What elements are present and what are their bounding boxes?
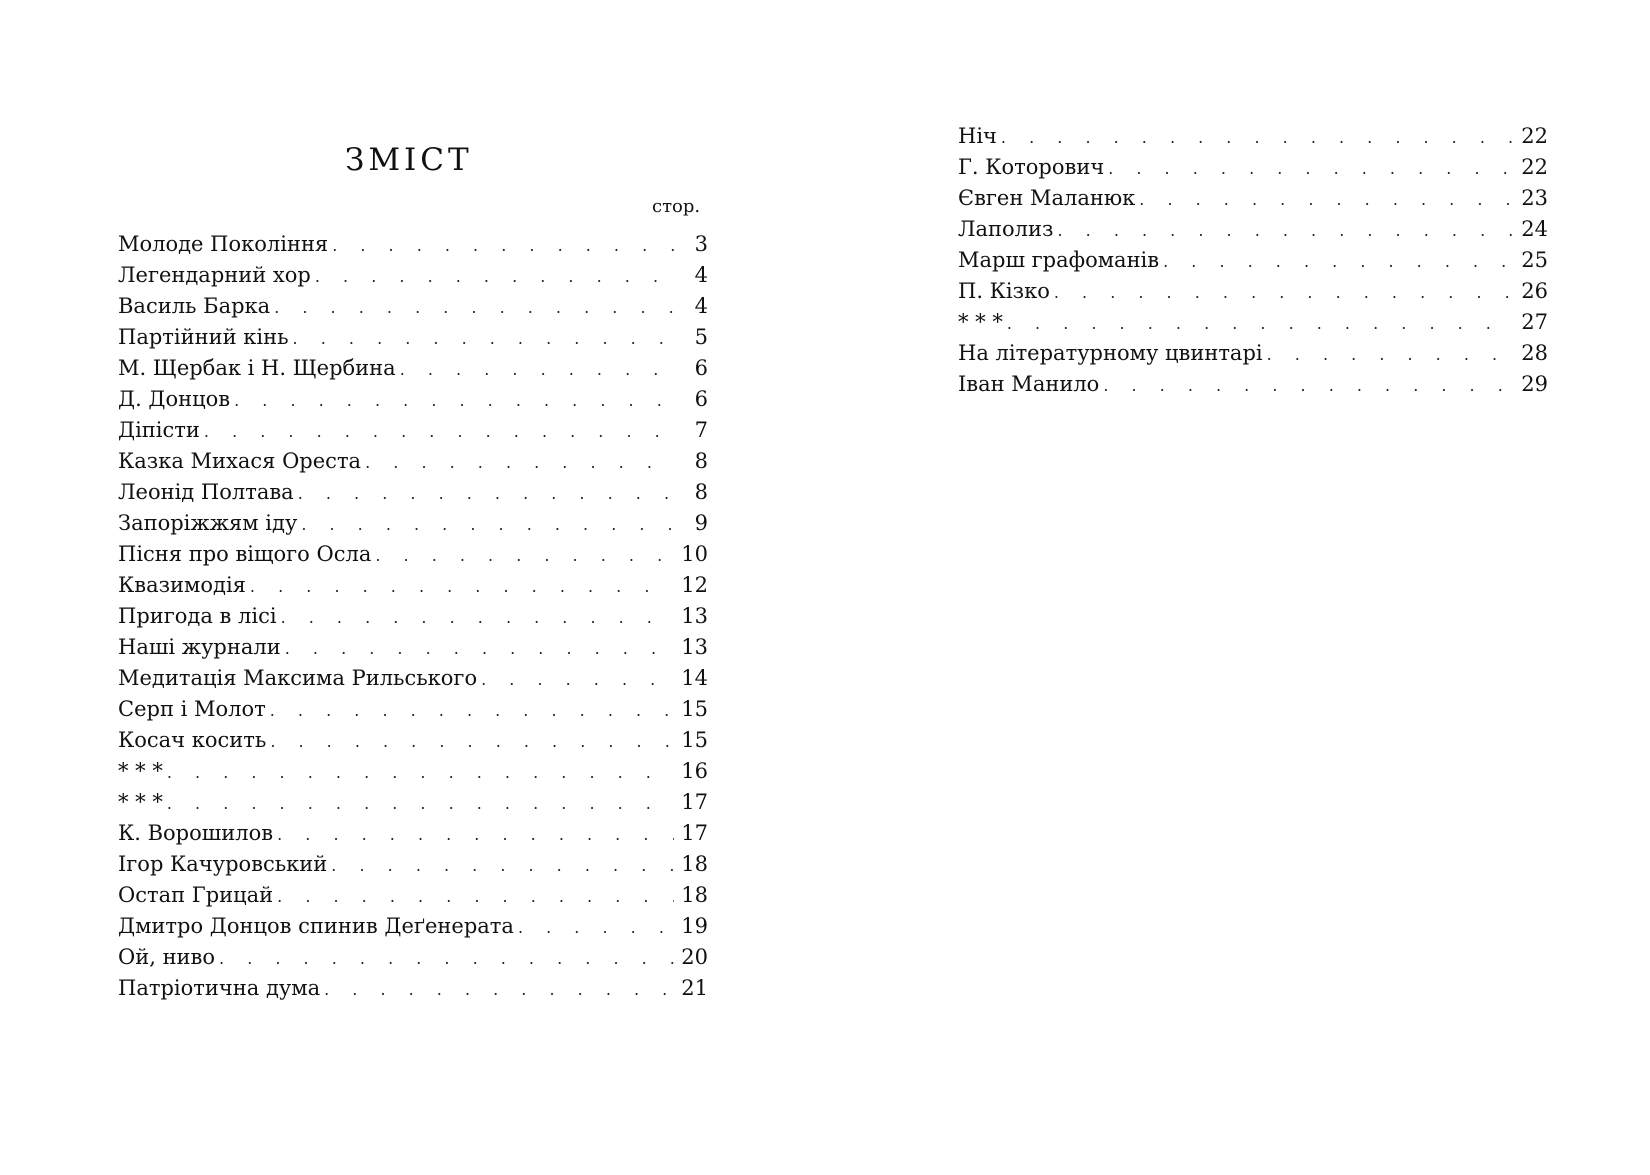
page-column-label: стор. <box>652 196 701 217</box>
toc-entry-title: Партійний кінь <box>118 325 289 349</box>
toc-entry-page: 19 <box>681 914 708 938</box>
dot-leader <box>234 391 674 410</box>
toc-entry-page: 25 <box>1521 248 1548 272</box>
toc-entry <box>118 325 708 356</box>
toc-entry-title: Пригода в лісі <box>118 604 277 628</box>
toc-entry-page: 28 <box>1521 341 1548 365</box>
toc-entry-page: 20 <box>681 945 708 969</box>
toc-entry <box>118 480 708 511</box>
toc-entry-title: Г. Которович <box>958 155 1105 179</box>
toc-entry-title: Дмитро Донцов спинив Деґенерата <box>118 914 514 938</box>
toc-left-column <box>118 232 708 1007</box>
toc-entry <box>118 976 708 1007</box>
toc-entry-page: 17 <box>681 821 708 845</box>
dot-leader <box>298 484 674 503</box>
toc-entry <box>958 124 1548 155</box>
toc-entry-page: 12 <box>681 573 708 597</box>
toc-entry <box>118 449 708 480</box>
dot-leader <box>270 701 674 720</box>
toc-entry-title: Діпісти <box>118 418 200 442</box>
dot-leader <box>1057 221 1514 240</box>
toc-entry-page: 24 <box>1521 217 1548 241</box>
toc-entry <box>958 279 1548 310</box>
toc-entry-title: Молоде Покоління <box>118 232 329 256</box>
toc-entry <box>118 387 708 418</box>
dot-leader <box>219 949 674 968</box>
dot-leader <box>1267 345 1514 364</box>
toc-entry-title: Лаполиз <box>958 217 1054 241</box>
dot-leader <box>285 639 674 658</box>
dot-leader <box>277 825 674 844</box>
toc-entry-page: 4 <box>694 294 708 318</box>
toc-entry-page: 10 <box>681 542 708 566</box>
toc-entry <box>118 263 708 294</box>
toc-entry <box>118 666 708 697</box>
toc-entry-title: Запоріжжям іду <box>118 511 298 535</box>
toc-entry-page: 15 <box>681 728 708 752</box>
toc-entry-title: На літературному цвинтарі <box>958 341 1263 365</box>
toc-entry-title: * * * <box>118 790 163 814</box>
toc-entry-title: Леонід Полтава <box>118 480 294 504</box>
toc-entry-title: К. Ворошилов <box>118 821 274 845</box>
toc-entry-page: 22 <box>1521 124 1548 148</box>
dot-leader <box>1054 283 1514 302</box>
toc-entry-page: 13 <box>681 635 708 659</box>
page-title: ЗМІСТ <box>345 142 473 178</box>
toc-right-column <box>958 124 1548 403</box>
toc-entry-page: 21 <box>681 976 708 1000</box>
dot-leader <box>400 360 674 379</box>
toc-entry-title: Медитація Максима Рильського <box>118 666 478 690</box>
dot-leader <box>293 329 674 348</box>
toc-entry <box>118 759 708 790</box>
dot-leader <box>270 732 674 751</box>
toc-entry <box>118 511 708 542</box>
toc-entry-page: 8 <box>694 449 708 473</box>
dot-leader <box>250 577 674 596</box>
toc-entry <box>958 155 1548 186</box>
toc-entry-page: 29 <box>1521 372 1548 396</box>
toc-entry <box>118 914 708 945</box>
toc-entry <box>118 945 708 976</box>
toc-entry-page: 15 <box>681 697 708 721</box>
toc-entry <box>118 356 708 387</box>
toc-entry-page: 14 <box>681 666 708 690</box>
toc-entry <box>118 232 708 263</box>
toc-entry-page: 22 <box>1521 155 1548 179</box>
toc-entry-page: 23 <box>1521 186 1548 210</box>
dot-leader <box>1001 128 1514 147</box>
toc-entry-title: Ніч <box>958 124 997 148</box>
toc-entry-title: Наші журнали <box>118 635 281 659</box>
toc-entry <box>118 418 708 449</box>
dot-leader <box>281 608 674 627</box>
toc-entry-page: 27 <box>1521 310 1548 334</box>
toc-entry <box>118 728 708 759</box>
toc-entry-page: 7 <box>694 418 708 442</box>
dot-leader <box>1163 252 1514 271</box>
dot-leader <box>301 515 674 534</box>
toc-entry-page: 13 <box>681 604 708 628</box>
toc-entry-title: Казка Михася Ореста <box>118 449 362 473</box>
toc-entry-page: 5 <box>694 325 708 349</box>
toc-entry-page: 8 <box>694 480 708 504</box>
dot-leader <box>277 887 674 906</box>
toc-entry <box>118 294 708 325</box>
toc-entry <box>118 573 708 604</box>
toc-entry-title: Марш графоманів <box>958 248 1160 272</box>
toc-entry-title: Патріотична дума <box>118 976 321 1000</box>
toc-entry <box>118 542 708 573</box>
toc-entry-page: 9 <box>694 511 708 535</box>
dot-leader <box>324 980 674 999</box>
toc-entry <box>958 186 1548 217</box>
toc-entry-title: М. Щербак і Н. Щербина <box>118 356 396 380</box>
toc-entry-title: Василь Барка <box>118 294 271 318</box>
toc-entry-title: П. Кізко <box>958 279 1050 303</box>
toc-entry-page: 6 <box>694 387 708 411</box>
dot-leader <box>375 546 674 565</box>
toc-entry-title: Легендарний хор <box>118 263 311 287</box>
toc-entry <box>118 604 708 635</box>
toc-entry <box>958 310 1548 341</box>
toc-entry-title: Серп і Молот <box>118 697 266 721</box>
toc-entry-title: Ой, ниво <box>118 945 216 969</box>
dot-leader <box>518 918 674 937</box>
toc-entry-title: Ігор Качуровський <box>118 852 328 876</box>
toc-entry <box>118 883 708 914</box>
toc-entry <box>118 852 708 883</box>
toc-entry <box>118 697 708 728</box>
toc-entry-title: Косач косить <box>118 728 267 752</box>
toc-entry-page: 16 <box>681 759 708 783</box>
dot-leader <box>274 298 674 317</box>
dot-leader <box>167 763 674 782</box>
toc-entry <box>958 341 1548 372</box>
dot-leader <box>1139 190 1514 209</box>
toc-entry-page: 18 <box>681 852 708 876</box>
dot-leader <box>1103 376 1514 395</box>
toc-entry <box>118 821 708 852</box>
dot-leader <box>1108 159 1514 178</box>
toc-entry <box>958 248 1548 279</box>
toc-entry <box>958 217 1548 248</box>
toc-entry <box>118 635 708 666</box>
dot-leader <box>204 422 674 441</box>
toc-entry <box>118 790 708 821</box>
toc-entry-page: 26 <box>1521 279 1548 303</box>
toc-entry-title: Остап Грицай <box>118 883 274 907</box>
toc-entry-title: Іван Манило <box>958 372 1100 396</box>
dot-leader <box>365 453 674 472</box>
dot-leader <box>315 267 674 286</box>
toc-entry <box>958 372 1548 403</box>
toc-entry-title: Пісня про віщого Осла <box>118 542 372 566</box>
toc-entry-title: Квазимодія <box>118 573 246 597</box>
toc-entry-title: * * * <box>118 759 163 783</box>
dot-leader <box>331 856 674 875</box>
toc-entry-page: 18 <box>681 883 708 907</box>
dot-leader <box>332 236 674 255</box>
dot-leader <box>481 670 674 689</box>
toc-entry-page: 3 <box>694 232 708 256</box>
toc-entry-page: 4 <box>694 263 708 287</box>
toc-entry-title: Д. Донцов <box>118 387 231 411</box>
toc-entry-page: 17 <box>681 790 708 814</box>
dot-leader <box>167 794 674 813</box>
toc-entry-page: 6 <box>694 356 708 380</box>
toc-entry-title: Євген Маланюк <box>958 186 1136 210</box>
dot-leader <box>1007 314 1514 333</box>
toc-entry-title: * * * <box>958 310 1003 334</box>
